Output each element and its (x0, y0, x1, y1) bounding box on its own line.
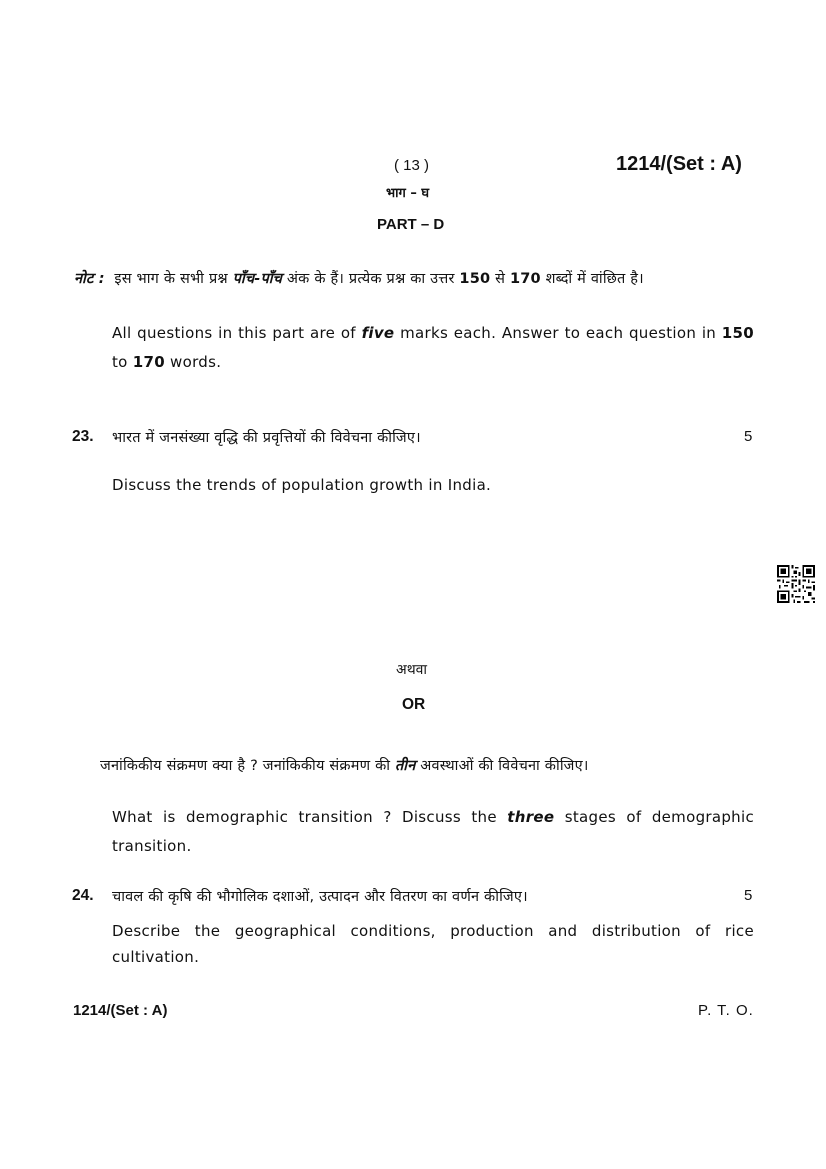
question-24-marks: 5 (744, 887, 753, 904)
question-23-english: Discuss the trends of population growth in India. (112, 476, 492, 494)
note-english-number: 150 (721, 324, 755, 342)
note-english-emphasis: five (361, 324, 395, 342)
question-23-alt-english (112, 803, 754, 861)
note-english-number: 170 (132, 353, 165, 371)
question-23-alt-hindi (100, 755, 589, 775)
note-hindi-number: 150 (459, 271, 491, 287)
set-code-footer: 1214/(Set : A) (73, 1002, 168, 1019)
alt-english-emphasis: three (507, 808, 555, 826)
note-english-text: All questions in this part are of (112, 324, 356, 342)
note-hindi-emphasis: पाँच-पाँच (232, 271, 283, 287)
note-hindi-text: से (495, 271, 506, 287)
note-hindi-text: इस भाग के सभी प्रश्न (114, 271, 228, 287)
alt-hindi-text: अवस्थाओं की विवेचना कीजिए। (420, 758, 589, 774)
alt-english-text: What is demographic transition ? Discuss the (112, 808, 497, 826)
pto-label: P. T. O. (698, 1002, 754, 1019)
note-hindi-text: अंक के हैं। प्रत्येक प्रश्न का उत्तर (286, 271, 455, 287)
part-title-hindi: भाग – घ (386, 186, 430, 201)
note-english-text: to (112, 353, 128, 371)
question-number-23: 23. (72, 428, 94, 445)
question-23-hindi: भारत में जनसंख्या वृद्धि की प्रवृत्तियों की विवेचना कीजिए। (112, 430, 421, 446)
note-english (112, 319, 754, 377)
qr-code-icon (777, 565, 815, 603)
note-hindi-text: शब्दों में वांछित है। (545, 271, 644, 287)
set-code-header: 1214/(Set : A) (616, 153, 742, 175)
question-23-marks: 5 (744, 428, 753, 445)
note-label: नोट : (74, 271, 105, 287)
or-hindi: अथवा (396, 662, 428, 678)
question-24-english: Describe the geographical conditions, production and distribution of rice cultivation. (112, 922, 754, 966)
note-hindi (74, 268, 644, 288)
note-hindi-number: 170 (509, 271, 541, 287)
question-number-24: 24. (72, 887, 94, 904)
note-english-text: marks each. Answer to each question in (400, 324, 717, 342)
page-number: ( 13 ) (394, 157, 430, 174)
or-english: OR (402, 696, 426, 713)
part-title-english: PART – D (377, 216, 445, 233)
alt-hindi-text: जनांकिकीय संक्रमण क्या है ? जनांकिकीय संक्रमण की (100, 758, 391, 774)
alt-english-text: stages of demographic transition. (112, 808, 754, 855)
question-24-hindi: चावल की कृषि की भौगोलिक दशाओं, उत्पादन और वितरण का वर्णन कीजिए। (112, 889, 528, 905)
note-english-text: words. (170, 353, 222, 371)
alt-hindi-emphasis: तीन (394, 758, 416, 774)
